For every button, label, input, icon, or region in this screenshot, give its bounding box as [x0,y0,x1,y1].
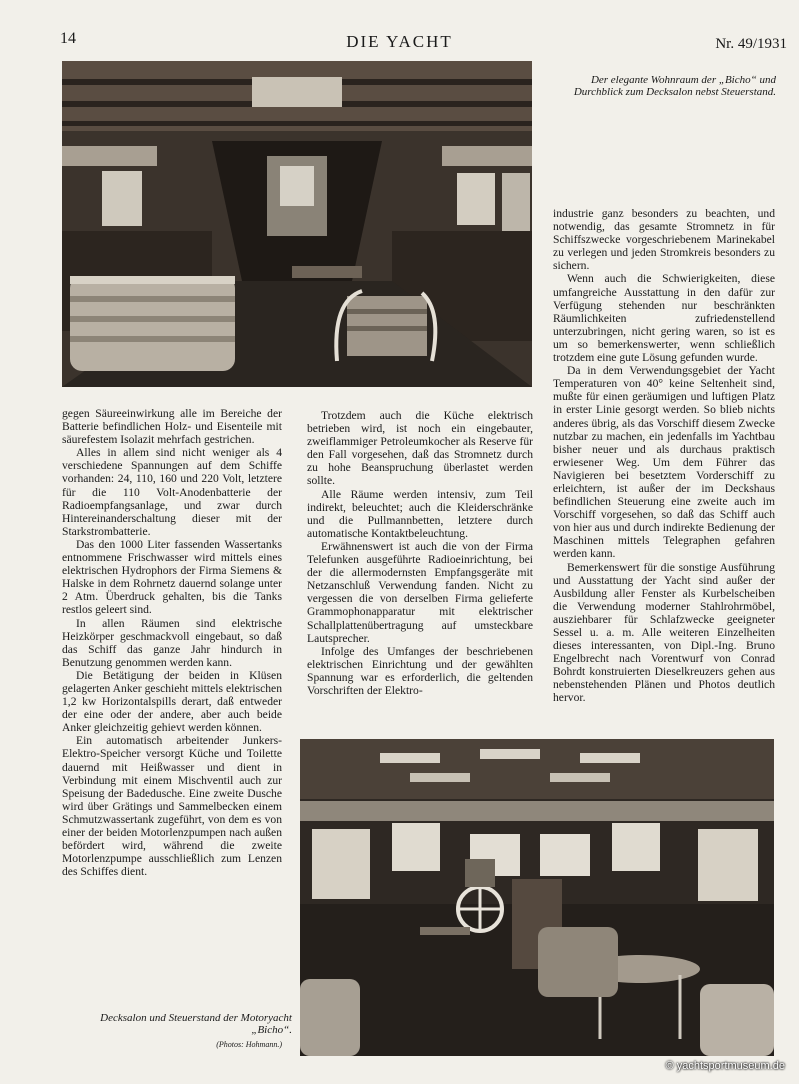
column-1 [62,407,282,878]
paragraph: Ein automatisch arbeitender Junkers-Elektro-Speicher versorgt Küche und Toilette dauernd mit Heißwasser und dient in Verbindung mit einem Mischventil auch zur Speisung der Badedusche. Eine zweite Dusche wird über Grätings und Sammelbecken einem Schmutzwassertank zugeführt, von dem es von einer der beiden Motorlenzpumpen nach außen befördert wird, während die zweite Motorlenzpumpe ausschließlich zum Lenzen des Schiffes dient. [62,734,282,879]
journal-title: DIE YACHT [346,32,453,51]
paragraph: Infolge des Umfanges der beschriebenen elektrischen Einrichtung und der gewählten Spannung war es erforderlich, die geltenden Vorschriften der Elektro- [307,644,533,697]
photo-decksalon [300,739,774,1056]
paragraph: Erwähnenswert ist auch die von der Firma Telefunken ausgeführte Radioeinrichtung, bei der die allermodernsten Empfangsgeräte mit Netzanschluß Verwendung fanden. Nicht zu vergessen die von derselben Firma gelieferte Grammophonapparatur mit elektrischer Schallplattenübertragung auf umsteckbare Lautsprecher. [307,539,533,645]
page-number: 14 [60,30,76,47]
paragraph: industrie ganz besonders zu beachten, und notwendig, das gesamte Stromnetz in für Schiffszwecke vorgeschriebenem Marinekabel zu verlegen und jeden Stromkreis besonders zu sichern. [553,207,775,273]
paragraph: Bemerkenswert für die sonstige Ausführung und Ausstattung der Yacht sind außer der Ausbildung aller Fenster als Kurbelscheiben die Verwendung moderner Stahlrohrmöbel, ausziehbarer für Schlafzwecke geeigneter Sessel u. a. m. Alle weiteren Einzelheiten dieses interessanten, von Dipl.-Ing. Bruno Engelbrecht nach Vorentwurf von Conrad Bohrdt konstruierten Dieselkreuzers gehen aus nebenstehenden Plänen und Photos deutlich hervor. [553,560,775,705]
paragraph: gegen Säureeinwirkung alle im Bereiche der Batterie befindlichen Holz- und Eisenteile mit säurefestem Isolazit mehrfach gestrichen. [62,407,282,447]
column-2 [307,409,533,697]
photo-wohnraum [62,61,532,387]
paragraph: In allen Räumen sind elektrische Heizkörper geschmackvoll eingebaut, so daß das Schiff das ganze Jahr hindurch in Benutzung genommen werden kann. [62,616,282,669]
caption-top: Der elegante Wohnraum der „Bicho“ und Durchblick zum Decksalon nebst Steuerstand. [573,74,776,98]
paragraph: Alles in allem sind nicht weniger als 4 verschiedene Spannungen auf dem Schiffe vorhanden: 24, 110, 160 und 220 Volt, letztere für die 110 Volt-Anodenbatterie der Radioempfangsanlage, und zwar durch Hintereinanderschaltung dieser mit der Starkstrombatterie. [62,446,282,538]
column-3 [553,207,775,705]
paragraph: Da in dem Verwendungsgebiet der Yacht Temperaturen von 40° keine Seltenheit sind, mußte für einen geräumigen und luftigen Platz in erster Linie gesorgt werden. So blieb nichts anderes übrig, als das Vorschiff diesem Zwecke nutzbar zu machen, ein jedenfalls im Yachtbau bisher neuer und als durchaus praktisch erwiesener Weg. Um dem Führer das Navigieren bei besetztem Vorderschiff zu erleichtern, ist außer der im Deckshaus befindlichen Steuerung eine zweite auch im Vorschiff vorgesehen, so daß das Schiff auch von hier aus und durch indirekte Bedienung der Maschinen mittels Telegraphen gefahren werden kann. [553,364,775,561]
issue-number: Nr. 49/1931 [715,36,787,52]
caption-bottom: Decksalon und Steuerstand der Motoryacht „Bicho“. [100,1012,292,1036]
paragraph: Wenn auch die Schwierigkeiten, diese umfangreiche Ausstattung in den dafür zur Verfügung stehenden nur beschränkten Räumlichkeiten zufriedenstellend unterzubringen, nicht gering waren, so ist es um so bemerkenswerter, wenn schließlich trotzdem eine gute Lösung gefunden wurde. [553,272,775,365]
photo-credit: (Photos: Hohmann.) [216,1040,282,1049]
paragraph: Das den 1000 Liter fassenden Wassertanks entnommene Frischwasser wird mittels eines elektrischen Hydrophors der Firma Siemens & Halske in dem Rohrnetz dauernd solange unter 2 Atm. Überdruck gehalten, bis die Tanks restlos geleert sind. [62,537,282,617]
paragraph: Alle Räume werden intensiv, zum Teil indirekt, beleuchtet; auch die Kleiderschränke und die Pullmannbetten, letztere durch automatische Kontaktbeleuchtung. [307,487,533,540]
paragraph: Die Betätigung der beiden in Klüsen gelagerten Anker geschieht mittels elektrischen 1,2 kw Horizontalspills derart, daß entweder der eine oder der andere, aber auch beide Anker gleichzeitig gehievt werden können. [62,668,282,735]
paragraph: Trotzdem auch die Küche elektrisch betrieben wird, ist noch ein eingebauter, zweiflammiger Petroleumkocher als Reserve für den Fall vorgesehen, daß das Stromnetz durch zu hohe Beanspruchung überlastet werden sollte. [307,409,533,488]
watermark: © yachtsportmuseum.de [665,1060,785,1072]
